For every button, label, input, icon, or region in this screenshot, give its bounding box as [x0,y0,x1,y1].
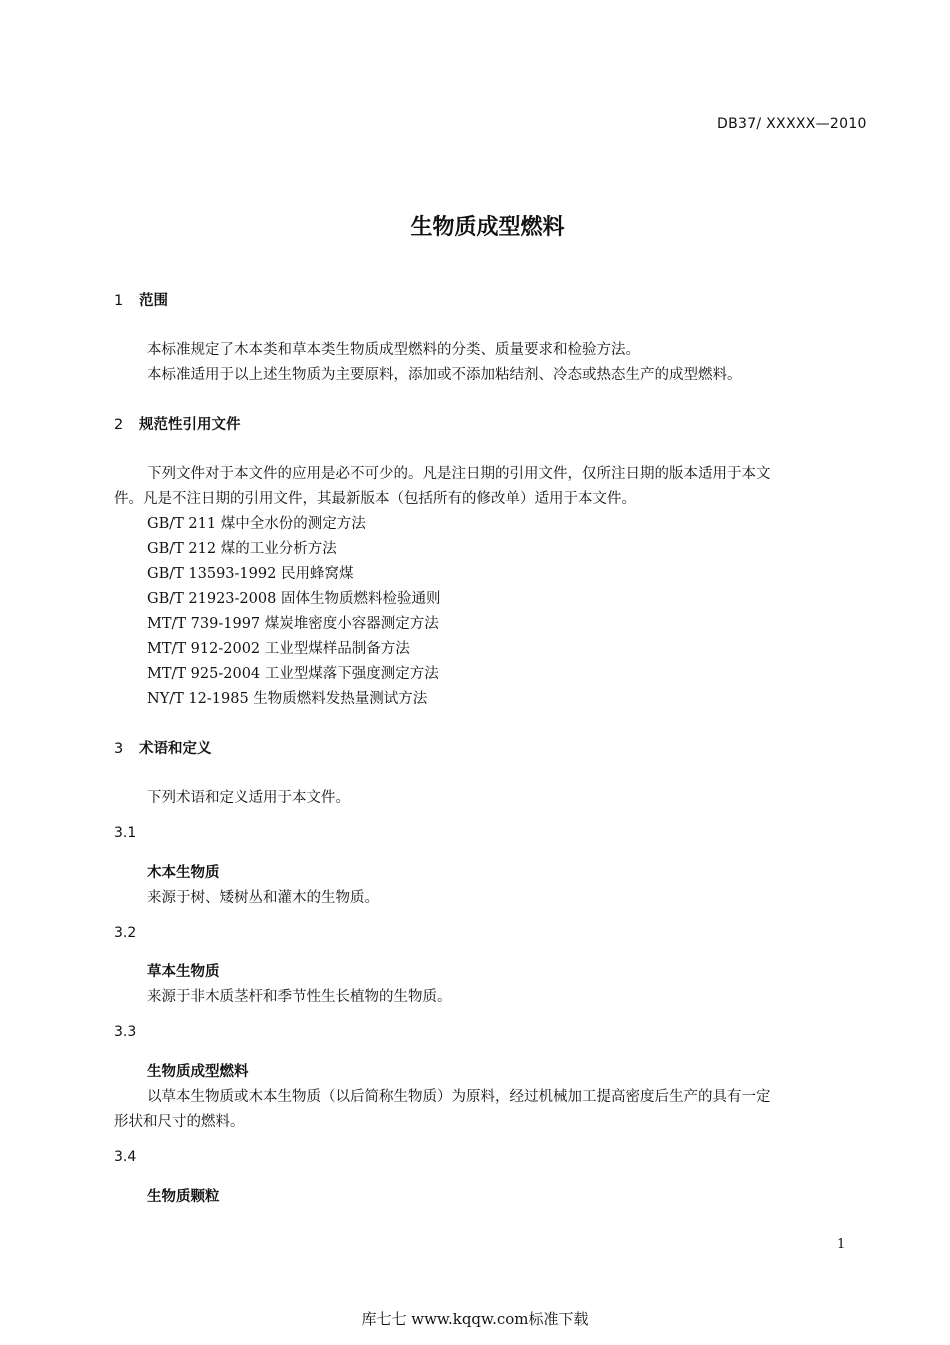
term-definition: 来源于非木质茎杆和季节性生长植物的生物质。 [147,989,452,1005]
section-2-intro-line-2: 件。凡是不注日期的引用文件，其最新版本（包括所有的修改单）适用于本文件。 [114,491,636,507]
reference-item: GB/T 211 煤中全水份的测定方法 [147,516,366,532]
section-2-heading [114,413,241,434]
term-number: 3.3 [114,1024,137,1040]
term-definition-line-1: 以草本生物质或木本生物质（以后简称生物质）为原料，经过机械加工提高密度后生产的具有一定 [147,1089,771,1105]
term-number: 3.4 [114,1149,137,1165]
reference-item: MT/T 912-2002 工业型煤样品制备方法 [147,641,410,657]
term-definition: 来源于树、矮树丛和灌木的生物质。 [147,890,379,906]
term-number: 3.2 [114,925,137,941]
page-number: 1 [837,1237,846,1252]
term-name: 生物质成型燃料 [147,1064,249,1080]
section-2-number: 2 [114,417,124,433]
reference-item: MT/T 925-2004 工业型煤落下强度测定方法 [147,666,439,682]
term-number: 3.1 [114,825,137,841]
section-3-title: 术语和定义 [139,741,212,757]
section-3-intro: 下列术语和定义适用于本文件。 [147,790,350,806]
section-1-number: 1 [114,293,124,309]
term-name: 草本生物质 [147,964,220,980]
section-1-heading [114,289,168,310]
term-name: 生物质颗粒 [147,1189,220,1205]
document-title: 生物质成型燃料 [410,215,565,240]
section-1-title: 范围 [139,293,168,309]
reference-item: GB/T 21923-2008 固体生物质燃料检验通则 [147,591,441,607]
section-2-intro-line-1: 下列文件对于本文件的应用是必不可少的。凡是注日期的引用文件，仅所注日期的版本适用于本文 [147,466,771,482]
section-3-number: 3 [114,741,124,757]
reference-item: GB/T 13593-1992 民用蜂窝煤 [147,566,354,582]
reference-item: MT/T 739-1997 煤炭堆密度小容器测定方法 [147,616,439,632]
term-name: 木本生物质 [147,865,220,881]
section-2-title: 规范性引用文件 [139,417,241,433]
term-definition-line-2: 形状和尺寸的燃料。 [114,1114,245,1130]
standard-code: DB37/ XXXXX—2010 [717,116,867,132]
section-1-paragraph-1: 本标准规定了木本类和草本类生物质成型燃料的分类、质量要求和检验方法。 [147,342,640,358]
footer-source-text: 库七七 www.kqqw.com标准下载 [361,1310,589,1328]
reference-item: GB/T 212 煤的工业分析方法 [147,541,337,557]
section-3-heading [114,737,212,758]
reference-item: NY/T 12-1985 生物质燃料发热量测试方法 [147,691,428,707]
section-1-paragraph-2: 本标准适用于以上述生物质为主要原料，添加或不添加粘结剂、冷态或热态生产的成型燃料。 [147,367,742,383]
